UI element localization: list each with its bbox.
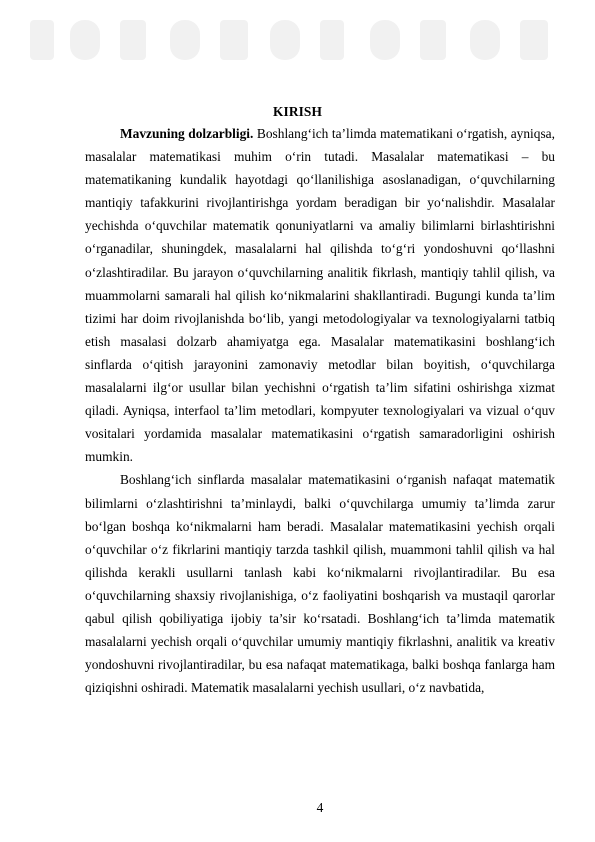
paragraph-text: Boshlang‘ich sinflarda masalalar matematikasini o‘rganish nafaqat matematik bilimlarni o‘zlashtirishni ta’minlaydi, balki o‘quvchilarga umumiy ta’limda zarur bo‘lgan boshqa ko‘nikmalarni ham beradi. Masalalar matematikasini yechish orqali o‘quvchilar o‘z fikrlarini mantiqiy tarzda tashkil qilish, muammoni tahlil qilish va hal qilishda kerakli usullarni tanlash kabi ko‘nikmalarni rivojlantiradilar. Bu esa o‘quvchilarning shaxsiy rivojlanishiga, o‘z faoliyatini boshqarish va mustaqil qarorlar qabul qilish qobiliyatiga ijobiy ta’sir ko‘rsatadi. Boshlang‘ich ta’limda matematik masalalarni yechish orqali o‘quvchilar umumiy mantiqiy fikrlashni, analitik va kreativ yondoshuvni rivojlantiradilar, bu esa nafaqat matematikaga, balki boshqa fanlarga ham qiziqishni oshiradi. Matematik masalalarni yechish usullari, o‘z navbatida,: [85, 472, 555, 696]
section-heading: KIRISH: [273, 104, 322, 119]
paragraph: [85, 468, 555, 699]
page-number: 4: [316, 800, 324, 815]
paragraph: [85, 122, 555, 468]
paragraph-lead: Mavzuning dolzarbligi.: [120, 126, 254, 141]
body-text: [85, 122, 555, 699]
paragraph-text: Boshlang‘ich ta’limda matematikani o‘rgatish, ayniqsa, masalalar matematikasi muhim o‘rin tutadi. Masalalar matematikasi – bu matematikaning kundalik hayotdagi qo‘llanilishiga asoslanadigan, o‘quvchilarning mantiqiy tafakkurini rivojlantirishga yordam beradigan bir yo‘nalishdir. Masalalar yechishda o‘quvchilar matematik qonuniyatlarni va amaliy bilimlarni birlashtirishni o‘rganadilar, shuningdek, masalalarni hal qilishda to‘g‘ri yondoshuvni qo‘llashni o‘zlashtiradilar. Bu jarayon o‘quvchilarning analitik fikrlash, mantiqiy tahlil qilish, va muammolarni samarali hal qilish ko‘nikmalarini shakllantiradi. Bugungi kunda ta’lim tizimi har doim rivojlanishda bo‘lib, yangi metodologiyalar va texnologiyalarni tatbiq etish masalasi dolzarb ahamiyatga ega. Masalalar matematikasini boshlang‘ich sinflarda o‘qitish jarayonini zamonaviy metodlar bilan boyitish, o‘quvchilarga masalalarni ilg‘or usullar bilan yechishni o‘rgatish ta’lim sifatini oshirishga xizmat qiladi. Ayniqsa, interfaol ta’lim metodlari, kompyuter texnologiyalari va vizual o‘quv vositalari yordamida masalalar matematikasini o‘rgatish samaradorligini oshirish mumkin.: [85, 126, 555, 465]
